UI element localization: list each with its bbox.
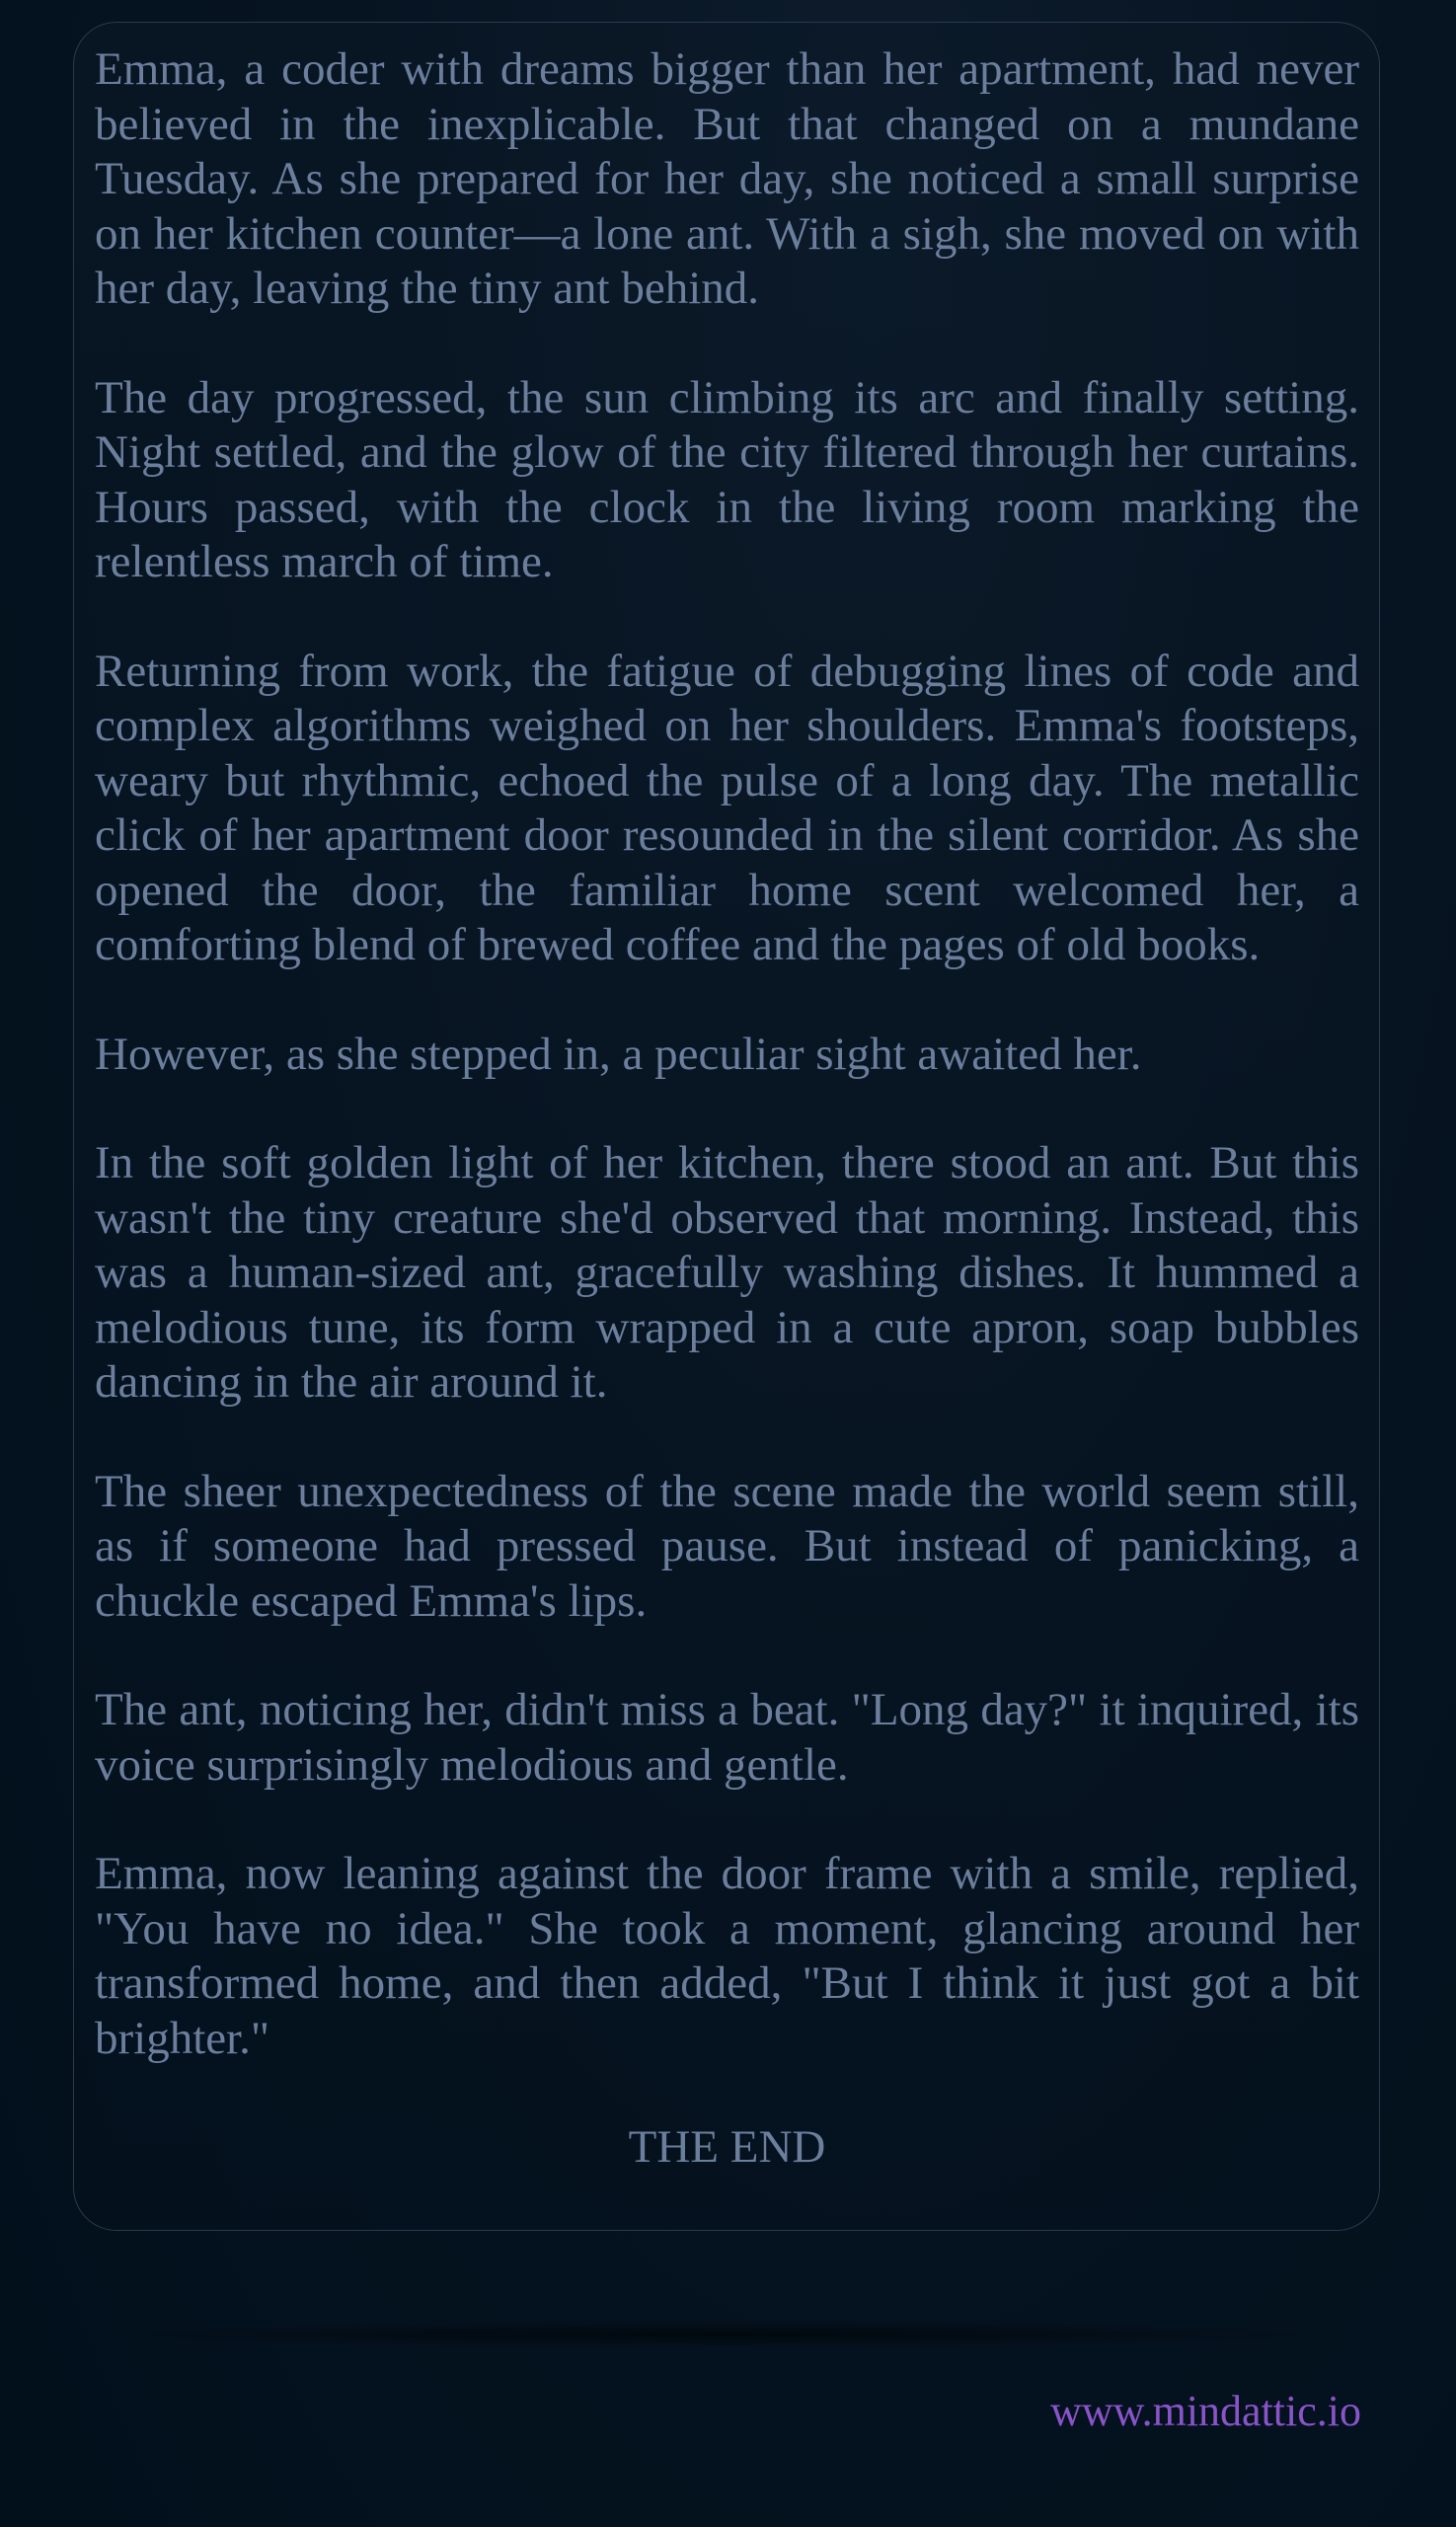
story-paragraph-1: Emma, a coder with dreams bigger than her apartment, had never believed in the inexplicable. But that changed on a mundane Tuesday. As she prepared for her day, she noticed a small surprise on her kitchen counter—a lone ant. With a sigh, she moved on with her day, leaving the tiny ant behind. <box>95 43 1359 314</box>
story-paragraph-2: The day progressed, the sun climbing its arc and finally setting. Night settled, and the glow of the city filtered through her curtains. Hours passed, with the clock in the living room marking the relentless march of time. <box>95 371 1359 587</box>
story-card <box>73 22 1380 2231</box>
story-paragraph-5: In the soft golden light of her kitchen, there stood an ant. But this wasn't the tiny creature she'd observed that morning. Instead, this was a human-sized ant, gracefully washing dishes. It hummed a melodious tune, its form wrapped in a cute apron, soap bubbles dancing in the air around it. <box>95 1137 1359 1408</box>
story-paragraph-4: However, as she stepped in, a peculiar sight awaited her. <box>95 1028 1142 1080</box>
story-paragraph-6: The sheer unexpectedness of the scene made the world seem still, as if someone had pressed pause. But instead of panicking, a chuckle escaped Emma's lips. <box>95 1465 1359 1627</box>
website-link[interactable]: www.mindattic.io <box>1050 2387 1361 2435</box>
story-paragraph-7: The ant, noticing her, didn't miss a beat. "Long day?" it inquired, its voice surprisingly melodious and gentle. <box>95 1684 1359 1791</box>
decorative-shadow <box>148 2322 1308 2347</box>
story-paragraph-3: Returning from work, the fatigue of debugging lines of code and complex algorithms weighed on her shoulders. Emma's footsteps, weary but rhythmic, echoed the pulse of a long day. The metallic click of her apartment door resounded in the silent corridor. As she opened the door, the familiar home scent welcomed her, a comforting blend of brewed coffee and the pages of old books. <box>95 645 1359 970</box>
story-paragraph-8: Emma, now leaning against the door frame with a smile, replied, "You have no idea." She took a moment, glancing around her transformed home, and then added, "But I think it just got a bit brighter." <box>95 1848 1359 2064</box>
the-end-label: THE END <box>628 2121 826 2173</box>
